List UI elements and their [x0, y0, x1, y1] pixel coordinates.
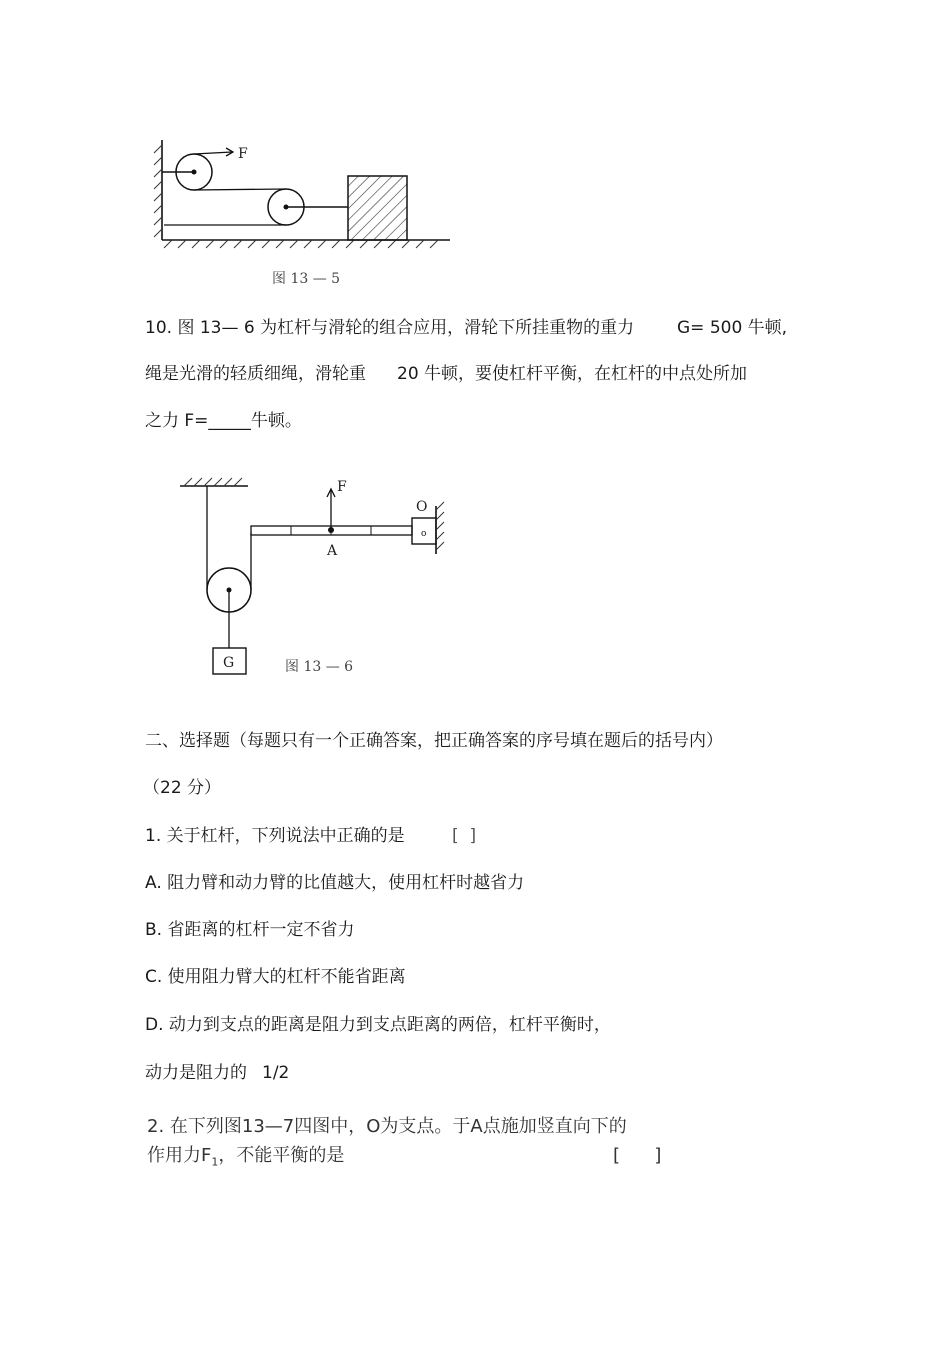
q1-option-c: C. 使用阻力臂大的杠杆不能省距离	[145, 967, 406, 987]
fig-13-6-weight-label: G	[223, 655, 235, 671]
q10-line2a: 绳是光滑的轻质细绳，滑轮重	[145, 364, 366, 384]
fig-13-6-point-a-label: A	[327, 543, 338, 559]
figure-13-5	[150, 135, 460, 285]
q1-option-b: B. 省距离的杠杆一定不省力	[145, 920, 355, 940]
fig-13-6-pivot-label: O	[416, 499, 428, 515]
q2-line2	[147, 1145, 344, 1174]
q2-line2-text: 作用力F	[147, 1145, 212, 1166]
fig-13-6-force-label: F	[337, 479, 347, 495]
q10-line3: 之力 F=_____牛顿。	[145, 411, 302, 431]
figure-13-6	[170, 470, 460, 680]
q1-bracket: [ ]	[452, 826, 477, 846]
q1-stem: 1. 关于杠杆，下列说法中正确的是	[145, 826, 405, 846]
q2-line2-subscript: 1	[211, 1155, 219, 1169]
q1-option-a: A. 阻力臂和动力臂的比值越大，使用杠杆时越省力	[145, 873, 525, 893]
q1-option-d: D. 动力到支点的距离是阻力到支点距离的两倍，杠杆平衡时，	[145, 1015, 611, 1035]
section2-score: （22 分）	[143, 778, 222, 798]
q1-option-d-cont: 动力是阻力的	[145, 1063, 247, 1083]
figure-13-6-drawing	[170, 470, 460, 680]
q2-line1: 2. 在下列图13—7四图中，O为支点。于A点施加竖直向下的	[147, 1116, 627, 1137]
fig-13-6-hinge-mark: o	[421, 529, 427, 539]
q10-line1-value: G= 500 牛顿,	[677, 318, 788, 338]
q10-line1: 10. 图 13— 6 为杠杆与滑轮的组合应用，滑轮下所挂重物的重力	[145, 318, 635, 338]
figure-13-5-caption: 图 13 — 5	[272, 271, 341, 287]
q1-option-d-value: 1/2	[262, 1063, 290, 1083]
q2-line2-tail: ，不能平衡的是	[218, 1145, 345, 1166]
q2-bracket: [ ]	[613, 1145, 662, 1166]
section2-heading: 二、选择题（每题只有一个正确答案，把正确答案的序号填在题后的括号内）	[145, 731, 723, 751]
figure-13-6-caption: 图 13 — 6	[285, 659, 354, 675]
figure-13-5-drawing	[150, 135, 460, 285]
fig-13-5-force-label: F	[238, 146, 248, 162]
q10-line2b: 20 牛顿，要使杠杆平衡，在杠杆的中点处所加	[397, 364, 748, 384]
